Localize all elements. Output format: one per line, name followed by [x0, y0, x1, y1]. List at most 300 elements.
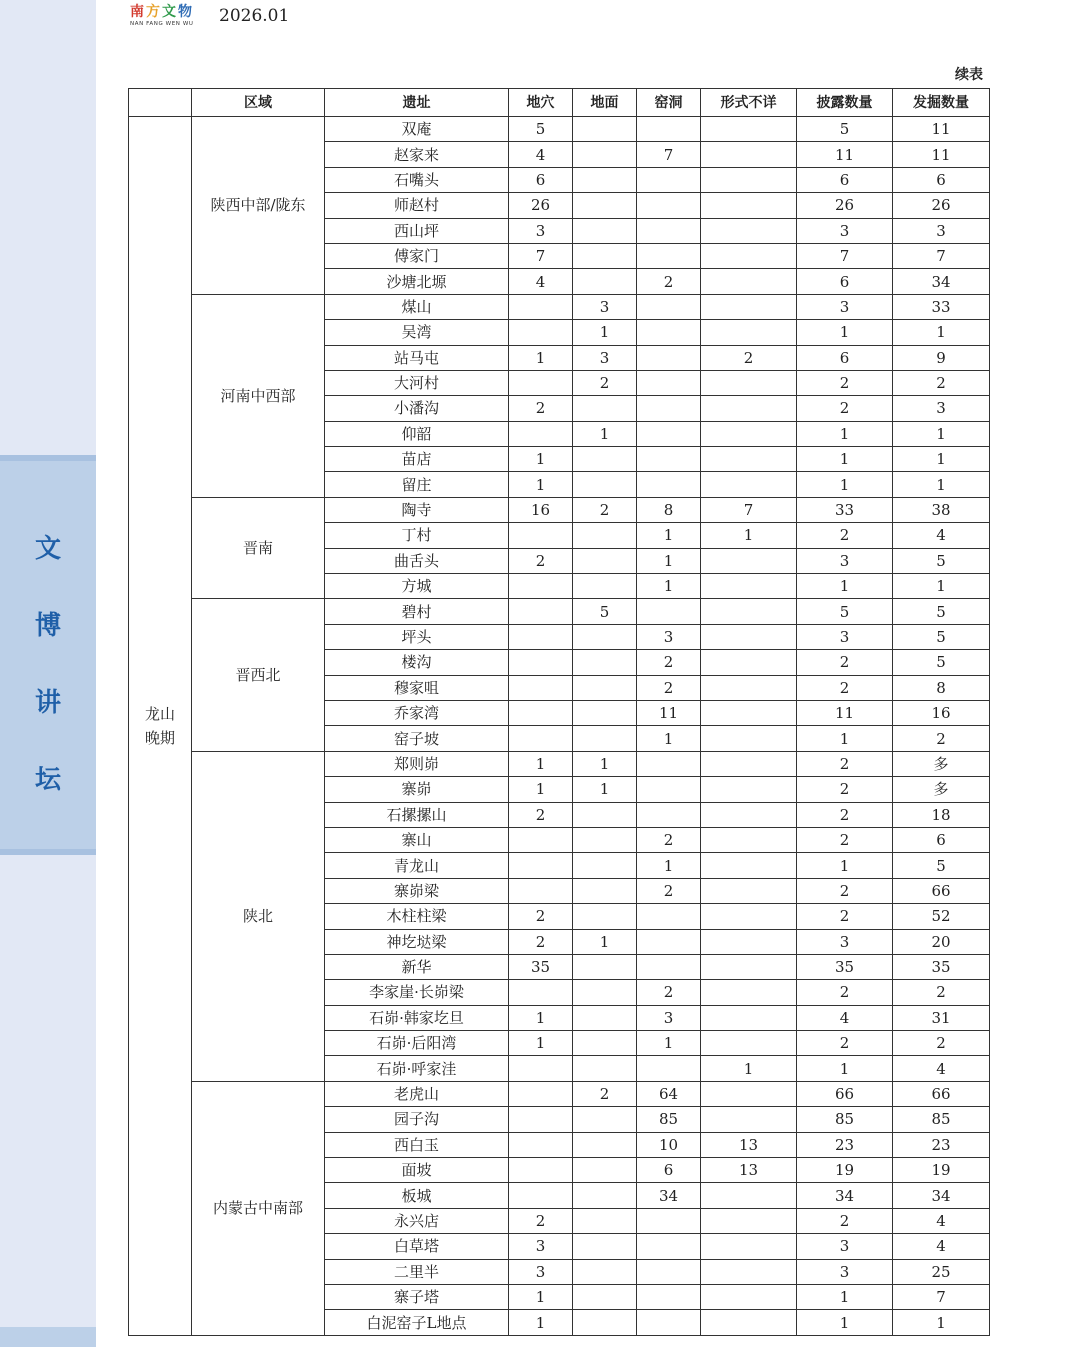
value-cell: 3	[797, 1259, 893, 1284]
value-cell: 1	[509, 1031, 573, 1056]
value-cell	[573, 574, 637, 599]
value-cell: 1	[797, 472, 893, 497]
value-cell: 2	[509, 904, 573, 929]
value-cell: 1	[573, 320, 637, 345]
value-cell	[701, 853, 797, 878]
value-cell	[701, 878, 797, 903]
value-cell	[637, 320, 701, 345]
value-cell	[573, 954, 637, 979]
column-header: 形式不详	[701, 89, 797, 117]
value-cell	[637, 447, 701, 472]
value-cell	[637, 1259, 701, 1284]
value-cell: 2	[509, 396, 573, 421]
value-cell: 8	[893, 675, 990, 700]
value-cell: 33	[797, 497, 893, 522]
value-cell	[701, 624, 797, 649]
site-cell: 碧村	[325, 599, 509, 624]
value-cell	[701, 193, 797, 218]
value-cell	[573, 523, 637, 548]
value-cell	[701, 218, 797, 243]
value-cell	[701, 650, 797, 675]
value-cell: 2	[509, 802, 573, 827]
value-cell	[509, 650, 573, 675]
value-cell: 85	[893, 1107, 990, 1132]
value-cell	[573, 1310, 637, 1335]
site-cell: 青龙山	[325, 853, 509, 878]
value-cell	[573, 726, 637, 751]
value-cell: 1	[893, 320, 990, 345]
value-cell: 3	[637, 624, 701, 649]
value-cell: 33	[893, 294, 990, 319]
site-cell: 永兴店	[325, 1208, 509, 1233]
site-cell: 面坡	[325, 1158, 509, 1183]
value-cell: 2	[509, 548, 573, 573]
value-cell: 1	[797, 421, 893, 446]
value-cell: 2	[573, 497, 637, 522]
value-cell	[701, 726, 797, 751]
value-cell: 多	[893, 777, 990, 802]
value-cell	[573, 243, 637, 268]
value-cell: 4	[893, 1208, 990, 1233]
value-cell	[701, 1107, 797, 1132]
value-cell	[701, 320, 797, 345]
value-cell: 25	[893, 1259, 990, 1284]
site-cell: 李家崖·长峁梁	[325, 980, 509, 1005]
value-cell	[701, 447, 797, 472]
value-cell: 4	[509, 269, 573, 294]
value-cell: 13	[701, 1158, 797, 1183]
value-cell	[509, 1081, 573, 1106]
table-row	[129, 599, 990, 624]
value-cell	[637, 1284, 701, 1309]
value-cell	[509, 726, 573, 751]
value-cell: 1	[893, 574, 990, 599]
value-cell: 6	[893, 167, 990, 192]
value-cell	[701, 1208, 797, 1233]
site-cell: 老虎山	[325, 1081, 509, 1106]
value-cell	[637, 904, 701, 929]
logo-char: 文	[162, 4, 176, 20]
value-cell: 7	[637, 142, 701, 167]
value-cell	[701, 1259, 797, 1284]
value-cell	[637, 599, 701, 624]
value-cell	[573, 904, 637, 929]
value-cell: 3	[893, 396, 990, 421]
value-cell	[637, 167, 701, 192]
value-cell	[573, 193, 637, 218]
region-cell: 陕西中部/陇东	[192, 117, 325, 295]
value-cell	[509, 878, 573, 903]
value-cell	[701, 472, 797, 497]
column-header: 窑洞	[637, 89, 701, 117]
value-cell: 2	[797, 396, 893, 421]
value-cell: 1	[797, 726, 893, 751]
value-cell	[701, 675, 797, 700]
logo-char: 南	[130, 4, 144, 20]
value-cell	[701, 1310, 797, 1335]
value-cell: 2	[509, 1208, 573, 1233]
site-cell: 傅家门	[325, 243, 509, 268]
section-char: 讲	[34, 688, 61, 718]
value-cell: 1	[797, 1284, 893, 1309]
value-cell: 19	[797, 1158, 893, 1183]
value-cell: 66	[797, 1081, 893, 1106]
value-cell	[637, 954, 701, 979]
value-cell: 1	[509, 1005, 573, 1030]
value-cell: 1	[637, 1031, 701, 1056]
value-cell: 1	[637, 574, 701, 599]
logo-char: 方	[146, 4, 160, 20]
site-cell: 石峁·韩家圪旦	[325, 1005, 509, 1030]
value-cell	[701, 142, 797, 167]
value-cell	[701, 1031, 797, 1056]
value-cell	[701, 1234, 797, 1259]
value-cell	[509, 574, 573, 599]
value-cell: 4	[797, 1005, 893, 1030]
value-cell: 11	[797, 142, 893, 167]
value-cell: 13	[701, 1132, 797, 1157]
value-cell: 34	[637, 1183, 701, 1208]
value-cell: 3	[509, 1234, 573, 1259]
value-cell: 34	[893, 269, 990, 294]
region-cell: 晋南	[192, 497, 325, 599]
value-cell: 1	[509, 447, 573, 472]
value-cell: 1	[509, 1284, 573, 1309]
value-cell	[573, 1107, 637, 1132]
value-cell	[701, 117, 797, 142]
table-row	[129, 117, 990, 142]
period-cell	[129, 117, 192, 1336]
site-cell: 丁村	[325, 523, 509, 548]
value-cell: 9	[893, 345, 990, 370]
column-header: 地穴	[509, 89, 573, 117]
value-cell: 2	[797, 675, 893, 700]
value-cell	[509, 1158, 573, 1183]
value-cell	[509, 294, 573, 319]
value-cell: 1	[893, 421, 990, 446]
value-cell: 3	[509, 218, 573, 243]
table-row	[129, 751, 990, 776]
value-cell: 11	[893, 117, 990, 142]
value-cell	[573, 447, 637, 472]
value-cell	[701, 802, 797, 827]
value-cell	[637, 1310, 701, 1335]
value-cell	[509, 980, 573, 1005]
region-cell: 内蒙古中南部	[192, 1081, 325, 1335]
value-cell: 2	[509, 929, 573, 954]
value-cell	[573, 117, 637, 142]
value-cell: 1	[701, 523, 797, 548]
value-cell	[701, 827, 797, 852]
value-cell	[509, 599, 573, 624]
value-cell: 2	[797, 980, 893, 1005]
value-cell: 5	[893, 599, 990, 624]
value-cell	[701, 980, 797, 1005]
value-cell: 6	[509, 167, 573, 192]
site-cell: 白泥窑子L地点	[325, 1310, 509, 1335]
value-cell	[701, 167, 797, 192]
value-cell: 2	[797, 878, 893, 903]
period-label: 龙山	[144, 704, 175, 723]
site-cell: 神圪垯梁	[325, 929, 509, 954]
site-cell: 站马屯	[325, 345, 509, 370]
value-cell	[573, 675, 637, 700]
value-cell: 85	[637, 1107, 701, 1132]
site-cell: 石峁·后阳湾	[325, 1031, 509, 1056]
table-row	[129, 497, 990, 522]
value-cell	[701, 700, 797, 725]
site-cell: 小潘沟	[325, 396, 509, 421]
value-cell: 66	[893, 878, 990, 903]
value-cell: 2	[797, 650, 893, 675]
site-cell: 坪头	[325, 624, 509, 649]
issue-number: 2026.01	[219, 6, 290, 26]
site-cell: 寨子塔	[325, 1284, 509, 1309]
value-cell: 1	[893, 447, 990, 472]
sidebar	[0, 0, 96, 1347]
value-cell	[701, 1183, 797, 1208]
value-cell: 2	[893, 980, 990, 1005]
value-cell: 3	[797, 624, 893, 649]
column-header: 区域	[192, 89, 325, 117]
value-cell: 6	[797, 345, 893, 370]
value-cell: 2	[893, 1031, 990, 1056]
value-cell: 1	[797, 574, 893, 599]
region-cell: 河南中西部	[192, 294, 325, 497]
value-cell: 64	[637, 1081, 701, 1106]
value-cell	[573, 142, 637, 167]
value-cell: 2	[637, 980, 701, 1005]
value-cell: 3	[509, 1259, 573, 1284]
value-cell	[637, 777, 701, 802]
site-cell: 郑则峁	[325, 751, 509, 776]
section-char: 坛	[34, 765, 61, 795]
value-cell: 2	[573, 1081, 637, 1106]
value-cell: 2	[637, 650, 701, 675]
value-cell: 2	[797, 523, 893, 548]
table-row	[129, 294, 990, 319]
value-cell	[637, 472, 701, 497]
value-cell: 1	[797, 1310, 893, 1335]
value-cell	[701, 904, 797, 929]
value-cell	[637, 1056, 701, 1081]
site-cell: 吴湾	[325, 320, 509, 345]
site-cell: 苗店	[325, 447, 509, 472]
value-cell	[509, 320, 573, 345]
value-cell	[701, 294, 797, 319]
value-cell: 多	[893, 751, 990, 776]
value-cell	[701, 1284, 797, 1309]
value-cell	[573, 853, 637, 878]
value-cell: 2	[701, 345, 797, 370]
value-cell	[573, 827, 637, 852]
value-cell	[637, 802, 701, 827]
value-cell	[573, 650, 637, 675]
value-cell	[637, 345, 701, 370]
value-cell: 6	[797, 167, 893, 192]
site-statistics-table	[128, 88, 990, 1336]
value-cell	[573, 1183, 637, 1208]
value-cell: 3	[797, 929, 893, 954]
value-cell: 11	[797, 700, 893, 725]
value-cell: 34	[797, 1183, 893, 1208]
value-cell	[573, 1284, 637, 1309]
value-cell	[509, 675, 573, 700]
value-cell: 3	[573, 345, 637, 370]
value-cell: 20	[893, 929, 990, 954]
value-cell: 5	[509, 117, 573, 142]
value-cell: 1	[797, 320, 893, 345]
site-cell: 寨峁梁	[325, 878, 509, 903]
site-cell: 沙塘北塬	[325, 269, 509, 294]
value-cell: 6	[637, 1158, 701, 1183]
site-cell: 园子沟	[325, 1107, 509, 1132]
value-cell: 5	[893, 853, 990, 878]
value-cell: 3	[637, 1005, 701, 1030]
value-cell: 7	[509, 243, 573, 268]
value-cell: 1	[797, 447, 893, 472]
value-cell: 8	[637, 497, 701, 522]
site-cell: 西白玉	[325, 1132, 509, 1157]
value-cell	[573, 1208, 637, 1233]
value-cell: 16	[893, 700, 990, 725]
value-cell: 1	[637, 726, 701, 751]
site-cell: 师赵村	[325, 193, 509, 218]
value-cell: 11	[637, 700, 701, 725]
site-cell: 双庵	[325, 117, 509, 142]
value-cell: 2	[797, 1031, 893, 1056]
site-cell: 木柱柱梁	[325, 904, 509, 929]
value-cell: 2	[797, 802, 893, 827]
value-cell	[509, 370, 573, 395]
value-cell	[509, 853, 573, 878]
site-cell: 陶寺	[325, 497, 509, 522]
value-cell: 1	[637, 548, 701, 573]
value-cell: 1	[893, 1310, 990, 1335]
value-cell	[509, 1183, 573, 1208]
continued-label: 续表	[955, 67, 983, 83]
value-cell: 3	[893, 218, 990, 243]
site-cell: 寨山	[325, 827, 509, 852]
value-cell: 52	[893, 904, 990, 929]
site-cell: 二里半	[325, 1259, 509, 1284]
value-cell: 1	[573, 751, 637, 776]
value-cell	[573, 624, 637, 649]
value-cell	[573, 1005, 637, 1030]
value-cell	[637, 1208, 701, 1233]
value-cell	[701, 751, 797, 776]
value-cell: 2	[797, 751, 893, 776]
value-cell	[573, 980, 637, 1005]
value-cell: 2	[797, 370, 893, 395]
value-cell: 5	[797, 599, 893, 624]
value-cell	[701, 396, 797, 421]
column-header: 遗址	[325, 89, 509, 117]
value-cell: 3	[797, 218, 893, 243]
table-row	[129, 1081, 990, 1106]
value-cell	[509, 1132, 573, 1157]
value-cell	[573, 802, 637, 827]
value-cell	[637, 218, 701, 243]
site-cell: 煤山	[325, 294, 509, 319]
value-cell: 85	[797, 1107, 893, 1132]
value-cell: 3	[573, 294, 637, 319]
section-char: 博	[34, 611, 61, 641]
section-char: 文	[34, 534, 61, 564]
value-cell: 2	[797, 827, 893, 852]
value-cell	[573, 472, 637, 497]
value-cell	[509, 1056, 573, 1081]
value-cell: 1	[893, 472, 990, 497]
value-cell	[573, 1031, 637, 1056]
value-cell: 11	[893, 142, 990, 167]
value-cell: 38	[893, 497, 990, 522]
value-cell: 1	[509, 472, 573, 497]
section-title-vertical	[0, 528, 96, 836]
value-cell: 23	[797, 1132, 893, 1157]
value-cell: 35	[893, 954, 990, 979]
value-cell: 1	[797, 853, 893, 878]
value-cell: 1	[573, 421, 637, 446]
value-cell: 23	[893, 1132, 990, 1157]
value-cell: 19	[893, 1158, 990, 1183]
value-cell	[573, 1259, 637, 1284]
value-cell	[701, 1081, 797, 1106]
value-cell: 1	[637, 853, 701, 878]
value-cell: 2	[637, 269, 701, 294]
value-cell	[701, 929, 797, 954]
value-cell	[637, 243, 701, 268]
value-cell	[701, 370, 797, 395]
site-cell: 新华	[325, 954, 509, 979]
value-cell: 5	[573, 599, 637, 624]
value-cell: 2	[573, 370, 637, 395]
column-header: 发掘数量	[893, 89, 990, 117]
value-cell: 18	[893, 802, 990, 827]
value-cell	[573, 548, 637, 573]
site-cell: 石嘴头	[325, 167, 509, 192]
site-cell: 楼沟	[325, 650, 509, 675]
site-cell: 石峁·呼家洼	[325, 1056, 509, 1081]
value-cell: 1	[573, 929, 637, 954]
value-cell	[573, 396, 637, 421]
site-cell: 乔家湾	[325, 700, 509, 725]
table-header-row	[129, 89, 990, 117]
value-cell	[701, 599, 797, 624]
value-cell: 1	[509, 777, 573, 802]
value-cell: 2	[797, 904, 893, 929]
value-cell	[573, 1132, 637, 1157]
value-cell	[701, 548, 797, 573]
column-header: 地面	[573, 89, 637, 117]
value-cell	[701, 777, 797, 802]
value-cell: 1	[637, 523, 701, 548]
value-cell	[637, 294, 701, 319]
value-cell: 7	[893, 243, 990, 268]
value-cell	[637, 929, 701, 954]
value-cell	[701, 269, 797, 294]
value-cell: 1	[509, 751, 573, 776]
logo-char: 物	[178, 4, 192, 20]
value-cell	[573, 269, 637, 294]
value-cell: 35	[509, 954, 573, 979]
sidebar-footer-band	[0, 1327, 96, 1347]
value-cell: 1	[573, 777, 637, 802]
value-cell: 2	[637, 827, 701, 852]
site-cell: 板城	[325, 1183, 509, 1208]
site-cell: 西山坪	[325, 218, 509, 243]
column-header: 披露数量	[797, 89, 893, 117]
